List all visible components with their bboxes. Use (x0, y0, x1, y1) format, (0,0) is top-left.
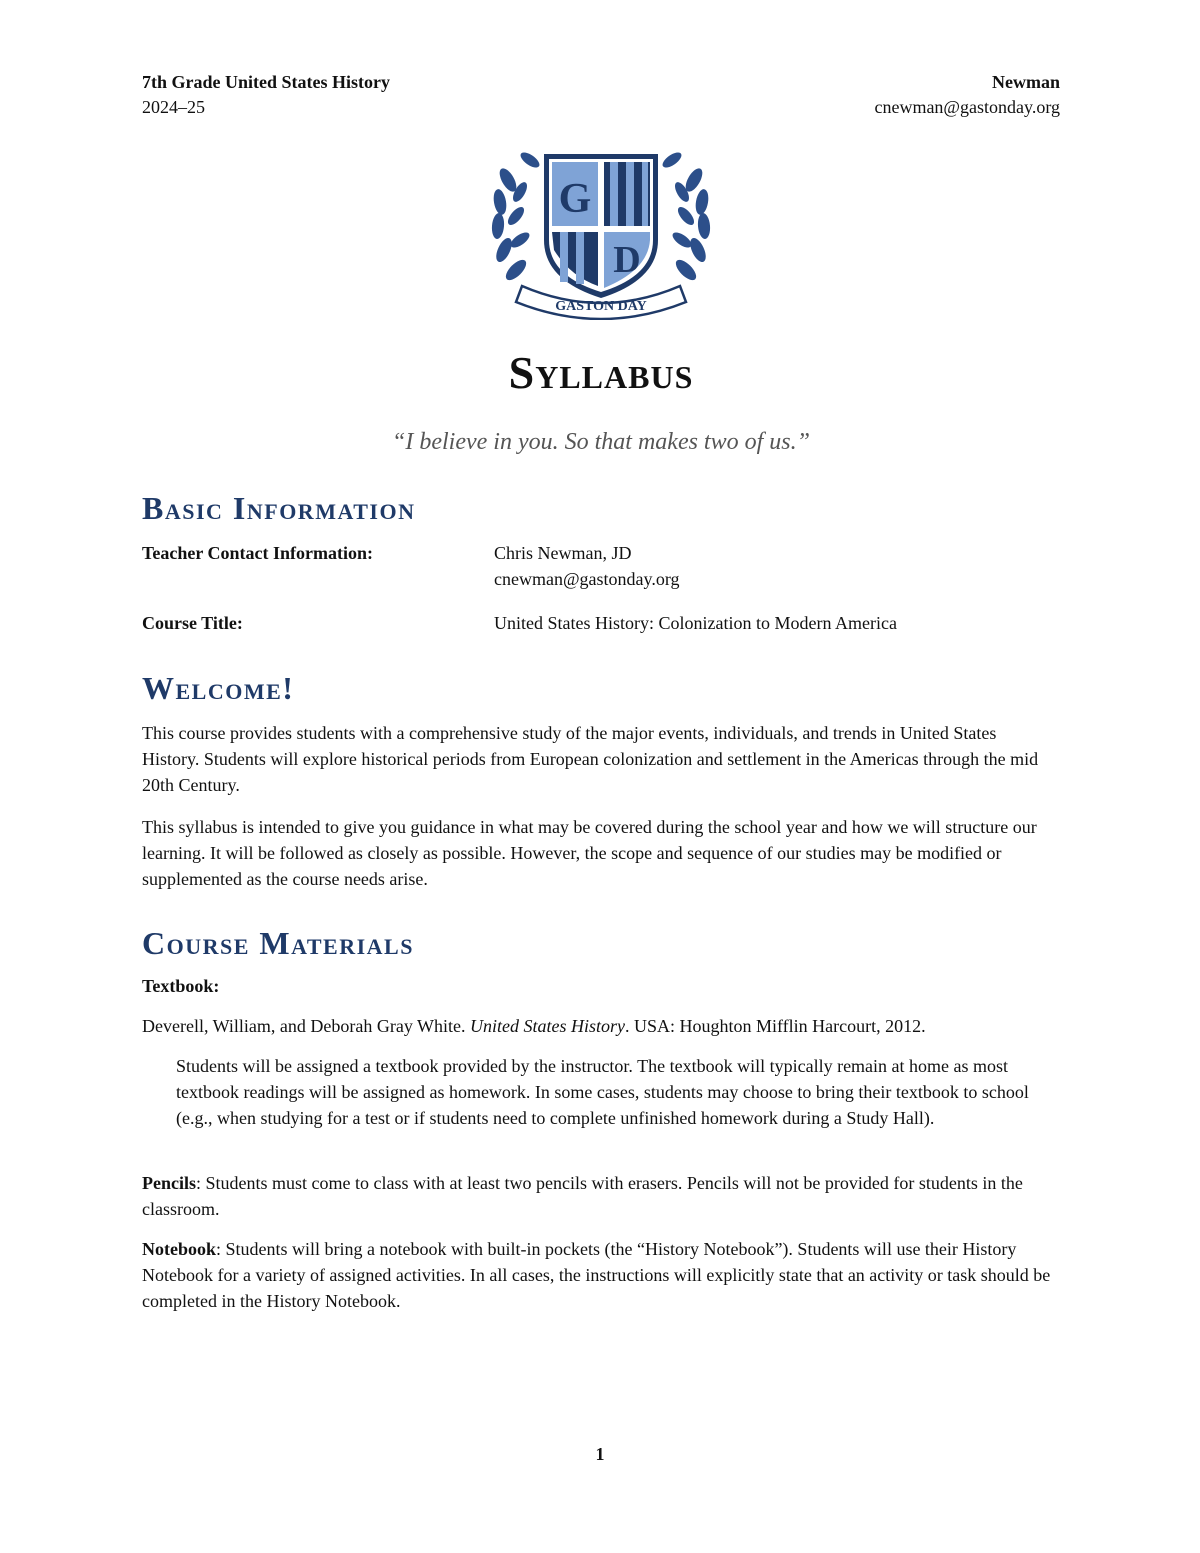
citation-title: United States History (470, 1016, 625, 1036)
laurel-right (660, 150, 711, 284)
pencils-paragraph (142, 1170, 1054, 1222)
contact-email: cnewman@gastonday.org (494, 569, 680, 589)
crest-banner-text: GASTON DAY (555, 299, 647, 314)
pencils-text: : Students must come to class with at least two pencils with erasers. Pencils will not be provided for students in the classroom. (142, 1173, 1023, 1219)
pencils-label: Pencils (142, 1173, 196, 1193)
heading-basic-information: Basic Information (142, 490, 416, 526)
page-header (142, 70, 1060, 120)
course-name: 7th Grade United States History (142, 72, 390, 92)
notebook-paragraph (142, 1236, 1054, 1314)
motto-quote: “I believe in you. So that makes two of us.” (392, 429, 810, 455)
heading-welcome: Welcome! (142, 670, 295, 706)
school-year: 2024–25 (142, 97, 205, 117)
page-number: 1 (595, 1444, 605, 1464)
textbook-label-line (142, 973, 1054, 999)
welcome-paragraph-1: This course provides students with a comprehensive study of the major events, individuals, and trends in United States History. Students will explore historical periods from European colonization and settlement in the Americas through the mid 20th Century. (142, 723, 1039, 795)
header-right (874, 70, 1060, 120)
notebook-text: : Students will bring a notebook with built-in pockets (the “History Notebook”). Students will use their History Notebook for a variety of assigned activities. In all cases, the instructions will explicitly state that an activity or task should be completed in the History Notebook. (142, 1239, 1051, 1311)
contact-label: Teacher Contact Information: (142, 543, 373, 563)
crest-letter-d: D (613, 239, 641, 281)
header-left (142, 70, 390, 120)
document-title: Syllabus (508, 347, 694, 398)
laurel-left (491, 150, 542, 284)
textbook-label: Textbook: (142, 976, 220, 996)
heading-course-materials: Course Materials (142, 925, 414, 961)
gaston-day-crest-logo (486, 140, 716, 320)
notebook-label: Notebook (142, 1239, 217, 1259)
header-email: cnewman@gastonday.org (874, 97, 1060, 117)
welcome-paragraph-2: This syllabus is intended to give you guidance in what may be covered during the school year and how we will structure our learning. It will be followed as closely as possible. However, the scope and sequence of our studies may be modified or supplemented as the course needs arise. (142, 817, 1037, 889)
citation-publisher: . USA: Houghton Mifflin Harcourt, 2012. (625, 1016, 926, 1036)
citation-authors: Deverell, William, and Deborah Gray White. (142, 1016, 466, 1036)
contact-name: Chris Newman, JD (494, 543, 632, 563)
crest-letter-g: G (558, 176, 592, 222)
teacher-last-name: Newman (992, 72, 1060, 92)
textbook-citation (142, 1013, 1054, 1039)
textbook-note: Students will be assigned a textbook provided by the instructor. The textbook will typically remain at home as most textbook readings will be assigned as homework. In some cases, students may choose to bring their textbook to school (e.g., when studying for a test or if students need to complete unfinished homework during a Study Hall). (176, 1056, 1029, 1128)
course-title-value: United States History: Colonization to Modern America (494, 613, 897, 633)
syllabus-page (142, 70, 1060, 1311)
course-title-label: Course Title: (142, 613, 243, 633)
